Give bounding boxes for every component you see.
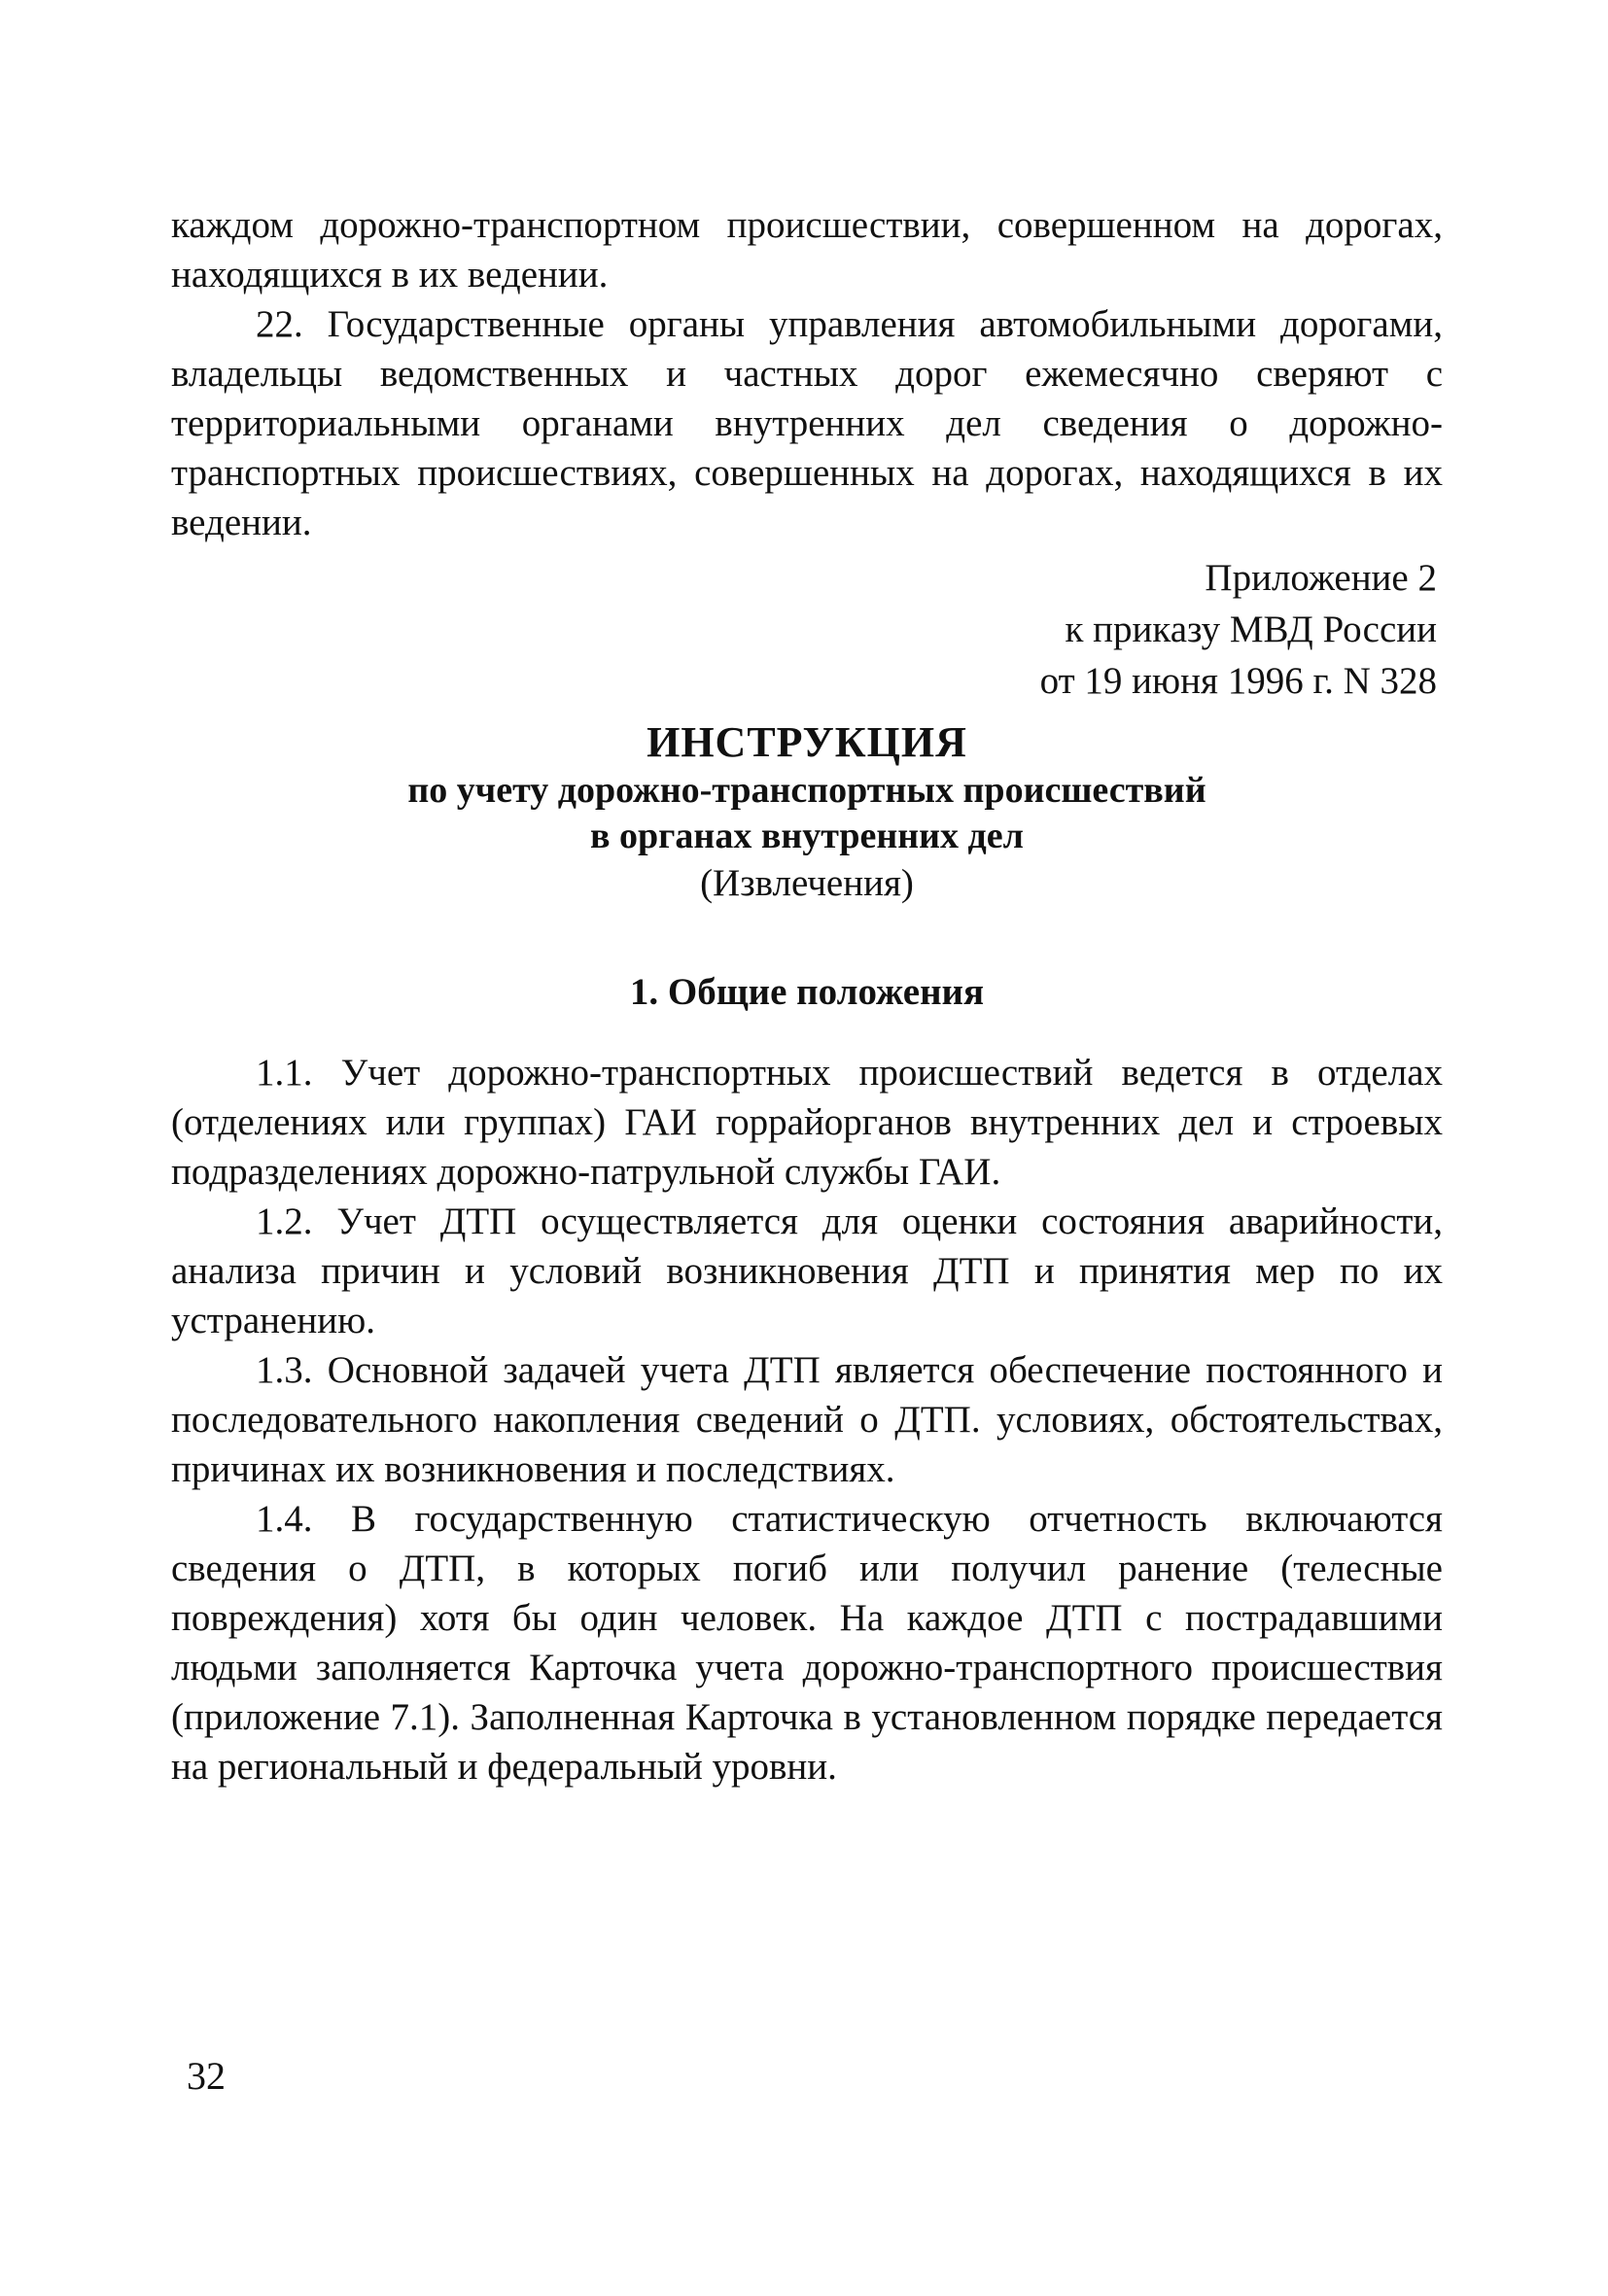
extract-note: (Извлечения) [700, 862, 914, 904]
paragraph-continuation: каждом дорожно-транспортном происшествии, совершенном на дорогах, находящихся в их ведении. [171, 204, 1443, 296]
document-heading [171, 717, 1443, 908]
document-subtitle-line-1: по учету дорожно-транспортных происшествий [407, 770, 1206, 811]
appendix-order: к приказу МВД России [1065, 609, 1437, 650]
previous-section-text [171, 200, 1443, 547]
document-subtitle-line-2: в органах внутренних дел [590, 816, 1024, 856]
paragraph-22: 22. Государственные органы управления автомобильными дорогами, владельцы ведомственных и частных дорог ежемесячно сверяют с территориальными органами внутренних дел сведения о дорожно-транспортных происшествиях, совершенных на дорогах, находящихся в их ведении. [171, 303, 1443, 543]
paragraph-1-2: 1.2. Учет ДТП осуществляется для оценки состояния аварийности, анализа причин и условий возникновения ДТП и принятия мер по их устранению. [171, 1200, 1443, 1341]
appendix-number: Приложение 2 [1205, 557, 1437, 599]
section-body [171, 1048, 1443, 1792]
paragraph-1-1: 1.1. Учет дорожно-транспортных происшествий ведется в отделах (отделениях или группах) ГАИ горрайорганов внутренних дел и строевых подразделениях дорожно-патрульной службы ГАИ. [171, 1052, 1443, 1193]
page-number: 32 [187, 2054, 226, 2098]
appendix-reference [756, 552, 1437, 707]
appendix-date: от 19 июня 1996 г. N 328 [1039, 660, 1437, 702]
paragraph-1-3: 1.3. Основной задачей учета ДТП является обеспечение постоянного и последовательного накопления сведений о ДТП. условиях, обстоятельствах, причинах их возникновения и последствиях. [171, 1349, 1443, 1490]
section-heading: 1. Общие положения [629, 971, 985, 1013]
paragraph-1-4: 1.4. В государственную статистическую отчетность включаются сведения о ДТП, в которых погиб или получил ранение (телесные повреждения) хотя бы один человек. На каждое ДТП с пострадавшими людьми заполняется Карточка учета дорожно-транспортного происшествия (приложение 7.1). Заполненная Карточка в установленном порядке передается на региональный и федеральный уровни. [171, 1498, 1443, 1788]
document-title: ИНСТРУКЦИЯ [647, 718, 967, 766]
